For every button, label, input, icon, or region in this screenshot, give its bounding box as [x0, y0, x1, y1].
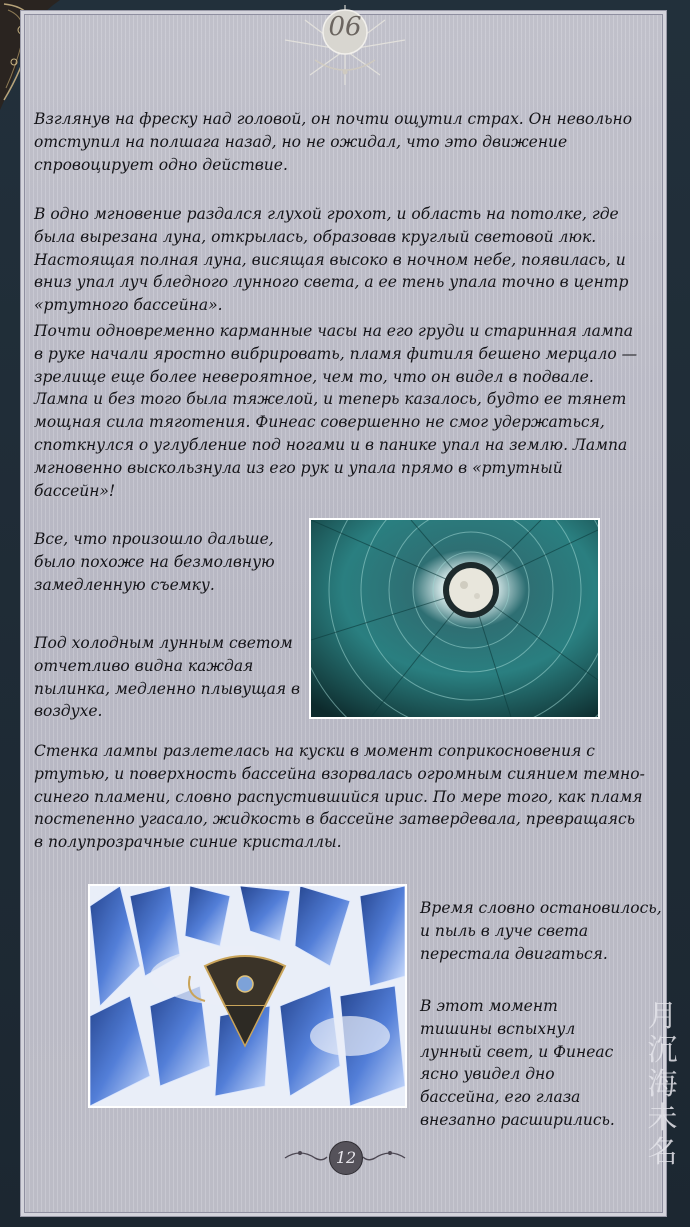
page-number-footer — [280, 1138, 410, 1178]
page-number: 12 — [335, 1148, 357, 1167]
side-title-char: 月 — [647, 999, 678, 1034]
side-title-char: 海 — [647, 1067, 678, 1102]
page-number-badge — [329, 1141, 363, 1175]
paragraph-7: Время словно остановилось, и пыль в луче света перестала двигаться. — [420, 899, 662, 963]
paragraph-6: Стенка лампы разлетелась на куски в момент соприкосновения с ртутью, и поверхность бассейна взорвалась огромным сиянием темно-синего пламени, словно распустившийся ирис. По мере того, как пламя постепенно угасало, жидкость в бассейне затвердевала, превращаясь в полупрозрачные синие кристаллы. — [34, 742, 645, 852]
side-title-char: 沉 — [647, 1033, 678, 1068]
paragraph-4: Все, что произошло дальше, было похоже на безмолвную замедленную съемку. — [34, 530, 275, 594]
paragraph-3: Почти одновременно карманные часы на его груди и старинная лампа в руке начали яростно вибрировать, пламя фитиля бешено мерцало — зрелище еще более невероятное, чем то, что он видел в подвале. Лампа и без того была тяжелой, и теперь казалось, будто ее тянет мощная сила тяготения. Финеас совершенно не смог удержаться, споткнулся о углубление под ногами и в панике упал на землю. Лампа мгновенно выскользнула из его рук и упала прямо в «ртутный бассейн»! — [34, 322, 638, 500]
paragraph-8: В этот момент тишины вспыхнул лунный свет, и Финеас ясно увидел дно бассейна, его глаза внезапно расширились. — [420, 997, 615, 1129]
vertical-book-title — [640, 1000, 685, 1170]
chapter-number: 06 — [328, 12, 362, 42]
paragraph-2: В одно мгновение раздался глухой грохот, и область на потолке, где была вырезана луна, открылась, образовав круглый световой люк. Настоящая полная луна, висящая высоко в ночном небе, появилась, и вниз упал луч бледного лунного света, а ее тень упала точно в центр «ртутного бассейна». — [34, 205, 629, 315]
moon-skylight-illustration — [309, 518, 600, 719]
paragraph-1: Взглянув на фреску над головой, он почти ощутил страх. Он невольно отступил на полшага назад, но не ожидал, что это движение спровоцирует одно действие. — [34, 110, 633, 174]
crystal-lamp-illustration — [88, 884, 407, 1108]
side-title-char: 未 — [647, 1101, 678, 1136]
side-title-char: 名 — [647, 1135, 678, 1170]
paragraph-5: Под холодным лунным светом отчетливо видна каждая пылинка, медленно плывущая в воздухе. — [34, 634, 301, 721]
